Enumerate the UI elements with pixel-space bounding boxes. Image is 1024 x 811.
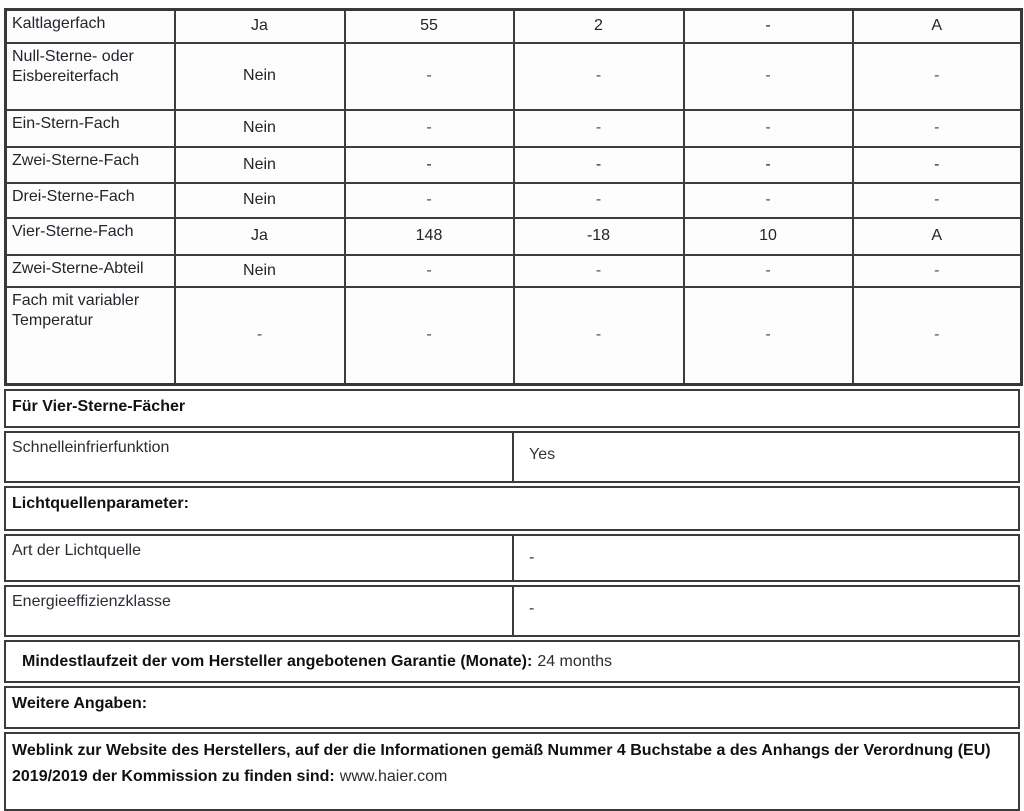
compartment-label: Drei-Sterne-Fach: [6, 183, 175, 218]
table-row: [6, 147, 1022, 183]
compartment-value: -18: [514, 218, 684, 255]
light-energy-class-value: -: [529, 600, 535, 617]
fast-freeze-label: Schnelleinfrierfunktion: [6, 433, 514, 481]
compartment-value: -: [853, 110, 1022, 147]
compartment-label: Kaltlagerfach: [6, 10, 175, 43]
section-four-star-header: [4, 389, 1020, 428]
compartment-label: Vier-Sterne-Fach: [6, 218, 175, 255]
compartment-value: 2: [514, 10, 684, 43]
compartment-value: -: [345, 43, 514, 110]
compartment-value: -: [853, 43, 1022, 110]
compartment-value: 55: [345, 10, 514, 43]
weblink-label: Weblink zur Website des Herstellers, auf der die Informationen gemäß Nummer 4 Buchstabe a des Anhangs der Verordnung (EU) 2019/2019 der Kommission zu finden sind:: [12, 742, 991, 785]
table-row: [6, 218, 1022, 255]
compartment-label: Fach mit variabler Temperatur: [6, 287, 175, 385]
compartment-value: 10: [684, 218, 853, 255]
row-weblink: [4, 732, 1020, 811]
compartment-value: Nein: [175, 110, 345, 147]
row-light-energy-class: [4, 585, 1020, 637]
section-light-source-header: [4, 486, 1020, 531]
compartment-value: -: [684, 147, 853, 183]
compartment-value: Nein: [175, 43, 345, 110]
weblink-value: www.haier.com: [339, 768, 448, 785]
compartment-value: Nein: [175, 183, 345, 218]
light-source-type-label: Art der Lichtquelle: [6, 536, 514, 580]
warranty-label: Mindestlaufzeit der vom Hersteller angebotenen Garantie (Monate):: [22, 653, 533, 670]
compartment-value: Ja: [175, 218, 345, 255]
compartment-label: Ein-Stern-Fach: [6, 110, 175, 147]
compartment-value: -: [514, 287, 684, 385]
fast-freeze-value: Yes: [529, 446, 556, 463]
light-source-type-value: -: [529, 549, 535, 566]
table-row: [6, 10, 1022, 43]
datasheet-body: [4, 8, 1020, 811]
compartment-value: A: [853, 10, 1022, 43]
compartment-label: Zwei-Sterne-Abteil: [6, 255, 175, 287]
compartment-value: -: [514, 43, 684, 110]
additional-header-text: Weitere Angaben:: [12, 695, 148, 712]
compartment-value: -: [514, 183, 684, 218]
compartment-value: 148: [345, 218, 514, 255]
four-star-header-text: Für Vier-Sterne-Fächer: [12, 398, 186, 415]
compartment-value: -: [684, 255, 853, 287]
section-additional-header: [4, 686, 1020, 729]
compartment-value: -: [684, 110, 853, 147]
compartment-value: -: [684, 10, 853, 43]
compartment-value: -: [684, 287, 853, 385]
compartment-value: -: [684, 183, 853, 218]
table-row: [6, 183, 1022, 218]
compartment-value: Ja: [175, 10, 345, 43]
compartment-value: -: [853, 147, 1022, 183]
table-row: [6, 255, 1022, 287]
compartment-value: -: [345, 183, 514, 218]
table-row: [6, 110, 1022, 147]
compartment-value: -: [345, 255, 514, 287]
compartment-value: Nein: [175, 147, 345, 183]
compartment-value: A: [853, 218, 1022, 255]
compartment-value: -: [345, 110, 514, 147]
light-source-header-text: Lichtquellenparameter:: [12, 495, 189, 512]
compartment-value: -: [514, 255, 684, 287]
row-warranty: [4, 640, 1020, 683]
compartment-value: -: [514, 147, 684, 183]
compartment-label: Null-Sterne- oder Eisbereiterfach: [6, 43, 175, 110]
compartment-value: -: [345, 287, 514, 385]
row-light-source-type: [4, 534, 1020, 582]
compartment-value: -: [684, 43, 853, 110]
compartment-value: -: [175, 287, 345, 385]
compartment-label: Zwei-Sterne-Fach: [6, 147, 175, 183]
compartment-value: -: [853, 255, 1022, 287]
table-row: [6, 287, 1022, 385]
compartment-table: [4, 8, 1023, 386]
compartment-value: -: [853, 183, 1022, 218]
compartment-value: -: [345, 147, 514, 183]
compartment-value: -: [853, 287, 1022, 385]
row-fast-freeze: [4, 431, 1020, 483]
light-energy-class-label: Energieeffizienzklasse: [6, 587, 514, 635]
table-row: [6, 43, 1022, 110]
compartment-value: -: [514, 110, 684, 147]
compartment-value: Nein: [175, 255, 345, 287]
warranty-value: 24 months: [537, 653, 613, 670]
